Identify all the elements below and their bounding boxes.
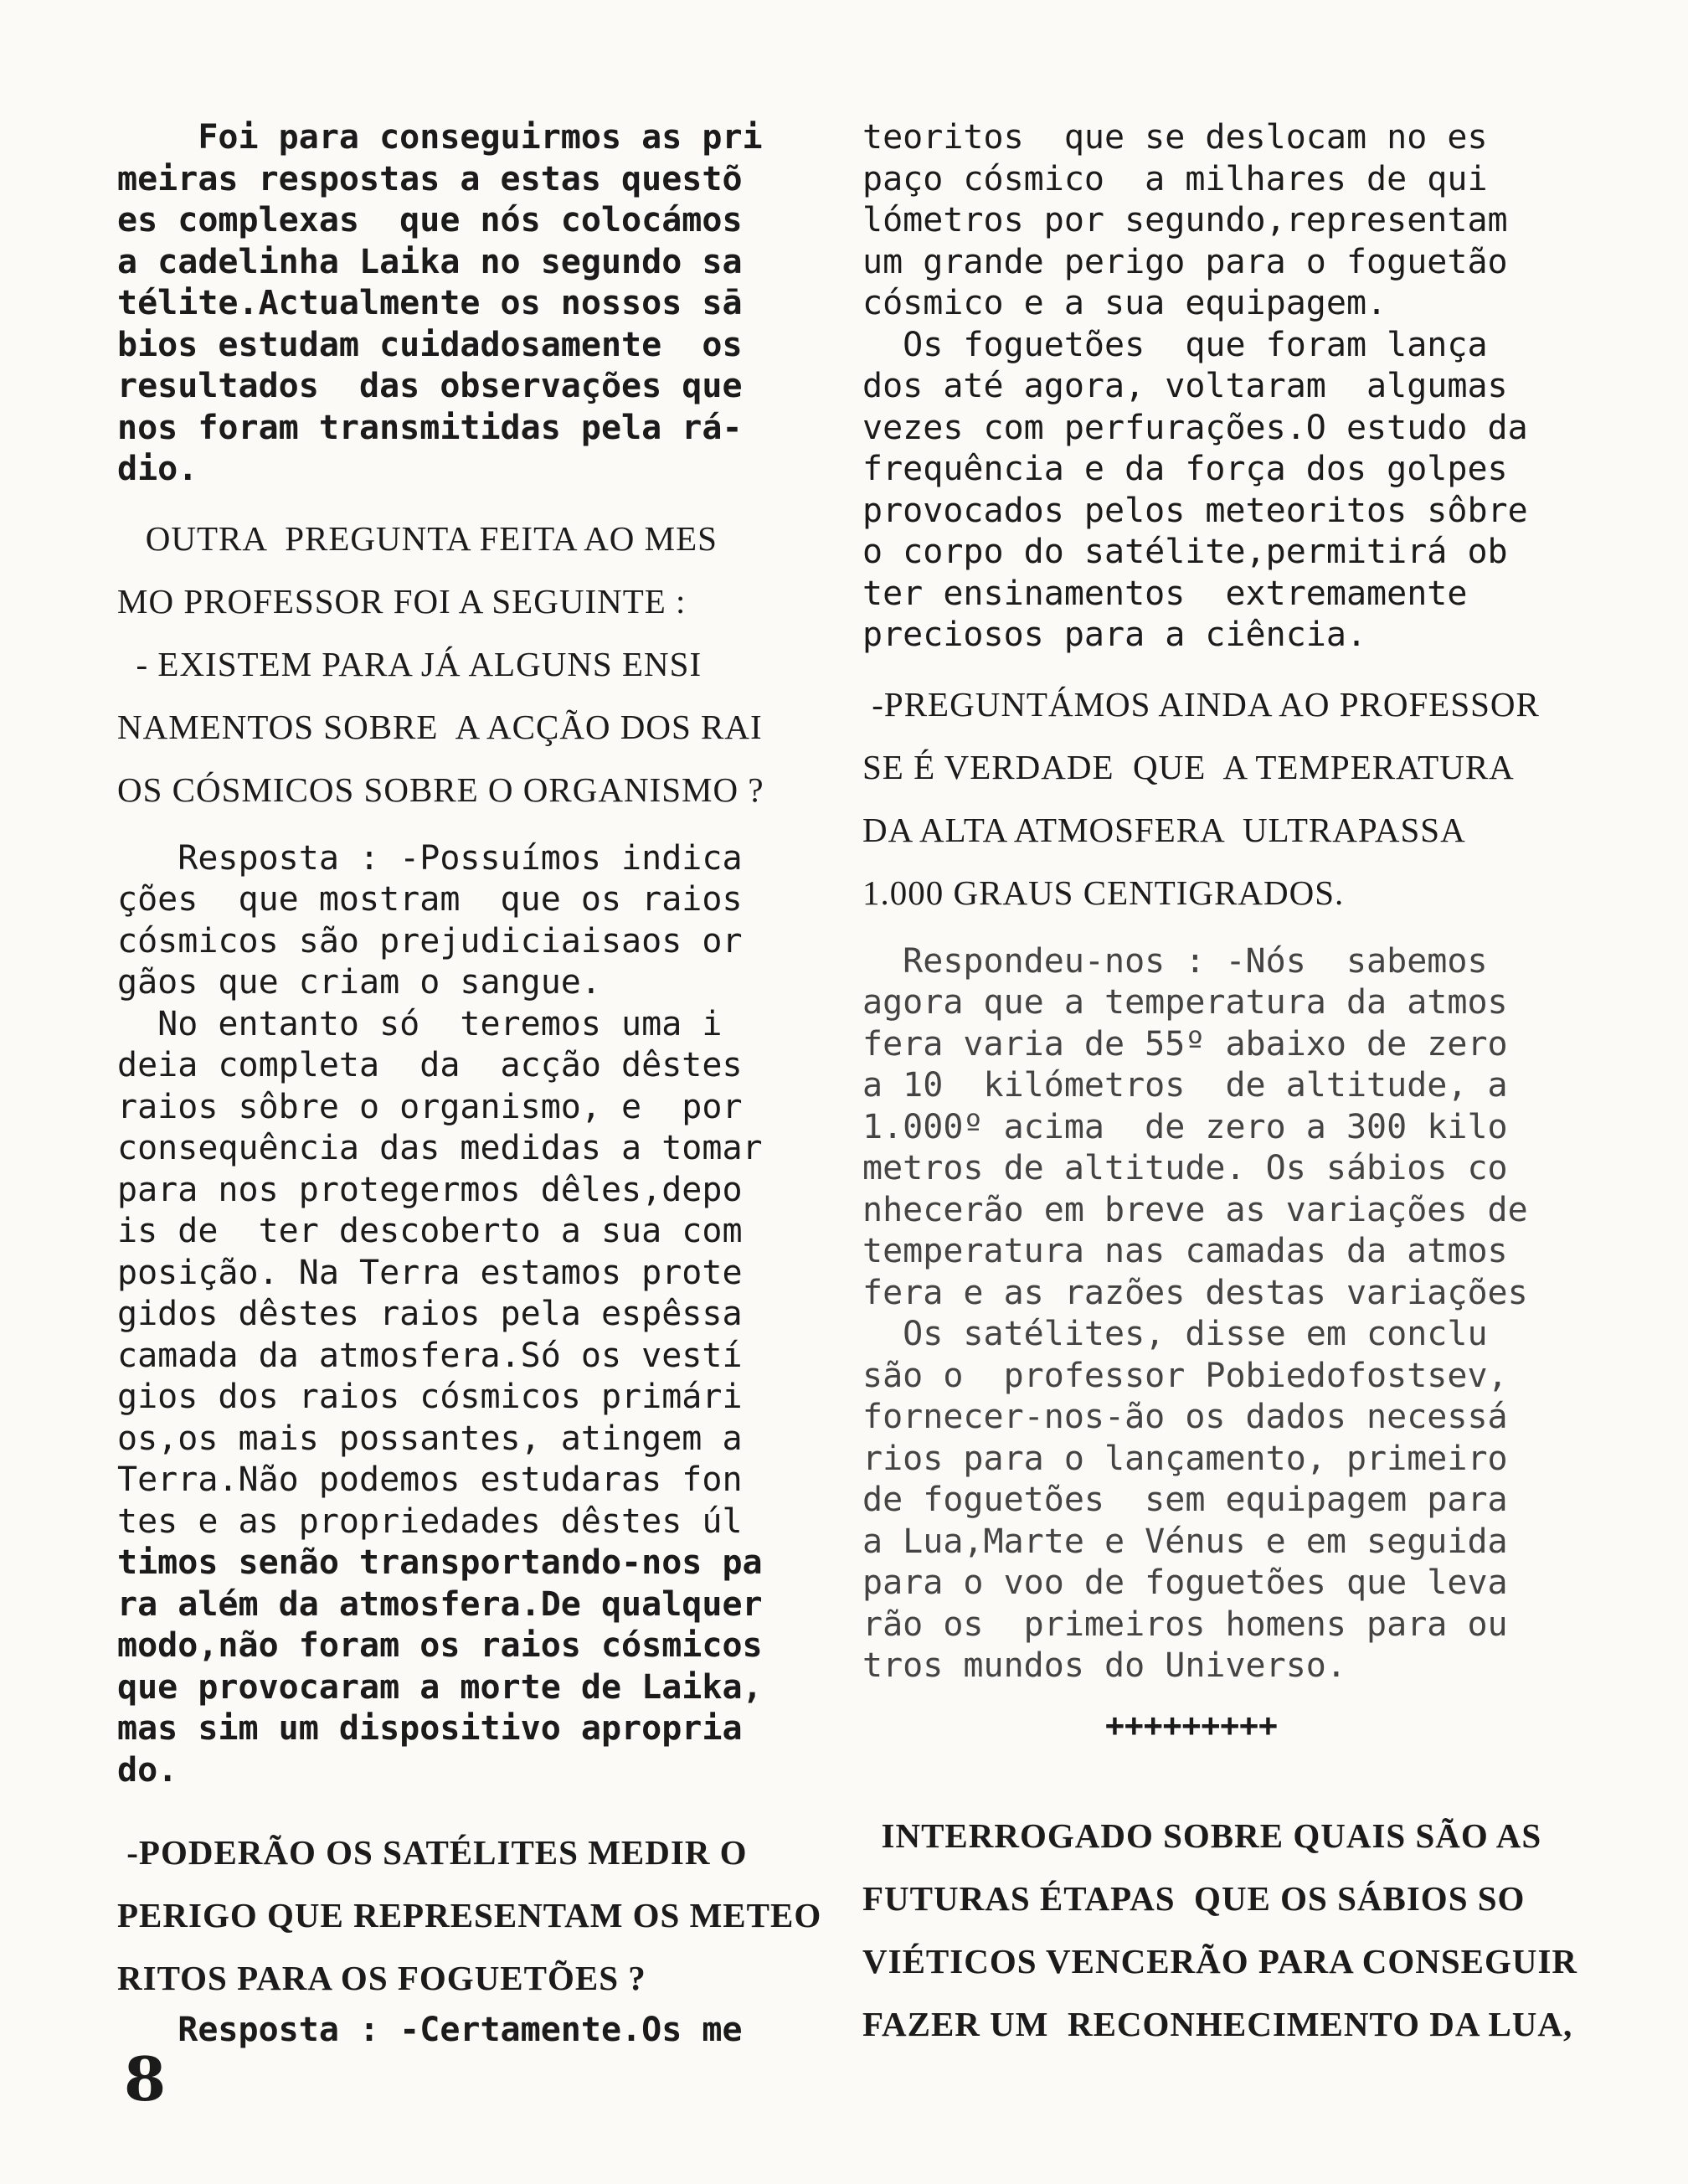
right-column — [862, 117, 1591, 2056]
answer-temperature: Respondeu-nos : -Nós sabemos agora que a temperatura da atmos fera varia de 55º abaixo de zero a 10 kilómetros de altitude, a 1.000º acima de zero a 300 kilo metros de altitude. Os sábios co nhecerão em breve as variações de temperatura nas camadas da atmos fera e as razões destas variações Os satélites, disse em conclu são o professor Pobiedofostsev, fornecer-nos-ão os dados necessá rios para o lançamento, primeiro de foguetões sem equipagem para a Lua,Marte e Vénus e em seguida para o voo de foguetões que leva rão os primeiros homens para ou tros mundos do Universo. — [862, 941, 1528, 1685]
intro-paragraph: Foi para conseguirmos as pri meiras respostas a estas questõ es complexas que nós colocámos a cadelinha Laika no segundo sa télite.Actualmente os nossos sā bios estudam cuidadosamente os resultados das observações que nos foram transmitidas pela rá- dio. — [117, 118, 763, 488]
answer-cosmic-rays-continued: timos senão transportando-nos pa ra além da atmosfera.De qualquer modo,não foram os raios cósmicos que provocaram a morte de Laika, mas sim um dispositivo apropria do. — [117, 1543, 763, 1790]
question-cosmic-rays: OUTRA PREGUNTA FEITA AO MES MO PROFESSOR FOI A SEGUINTE : - EXISTEM PARA JÁ ALGUNS ENSI NAMENTOS SOBRE A ACÇÃO DOS RAI OS CÓSMICOS SOBRE O ORGANISMO ? — [117, 518, 764, 809]
page-number: 8 — [124, 2043, 167, 2114]
question-moon: INTERROGADO SOBRE QUAIS SÃO AS FUTURAS ÉTAPAS QUE OS SÁBIOS SO VIÉTICOS VENCERÃO PARA CONSEGUIR FAZER UM RECONHECIMENTO DA LUA, — [862, 1816, 1578, 2043]
meteorites-paragraph: teoritos que se deslocam no es paço cósmico a milhares de qui lómetros por segundo,representam um grande perigo para o foguetão cósmico e a sua equipagem. — [862, 118, 1508, 322]
answer-cosmic-rays: Resposta : -Possuímos indica ções que mostram que os raios cósmicos são prejudiciaisaos or gãos que criam o sangue. No entanto só teremos uma i deia completa da acção dêstes raios sôbre o organismo, e por consequência das medidas a tomar para nos protegermos dêles,depo is de ter descoberto a sua com posição. Na Terra estamos prote gidos dêstes raios pela espêssa camada da atmosfera.Só os vestí gios dos raios cósmicos primári os,os mais possantes, atingem a Terra.Não podemos estudaras fon tes e as propriedades dêstes úl — [117, 838, 763, 1541]
answer-meteorites-start: Resposta : -Certamente.Os me — [117, 2011, 743, 2049]
rockets-paragraph: Os foguetões que foram lança dos até agora, voltaram algumas vezes com perfurações.O estudo da frequência e da força dos golpes provocados pelos meteoritos sôbre o corpo do satélite,permitirá ob ter ensinamentos extremamente preciosos para a ciência. — [862, 325, 1528, 654]
section-separator: +++++++++ — [1105, 1706, 1278, 1744]
left-column — [117, 117, 821, 2052]
question-meteorites: -PODERÃO OS SATÉLITES MEDIR O PERIGO QUE REPRESENTAM OS METEO RITOS PARA OS FOGUETÕES ? — [117, 1833, 822, 1997]
question-temperature: -PREGUNTÁMOS AINDA AO PROFESSOR SE É VERDADE QUE A TEMPERATURA DA ALTA ATMOSFERA ULTRAPASSA 1.000 GRAUS CENTIGRADOS. — [862, 684, 1540, 912]
